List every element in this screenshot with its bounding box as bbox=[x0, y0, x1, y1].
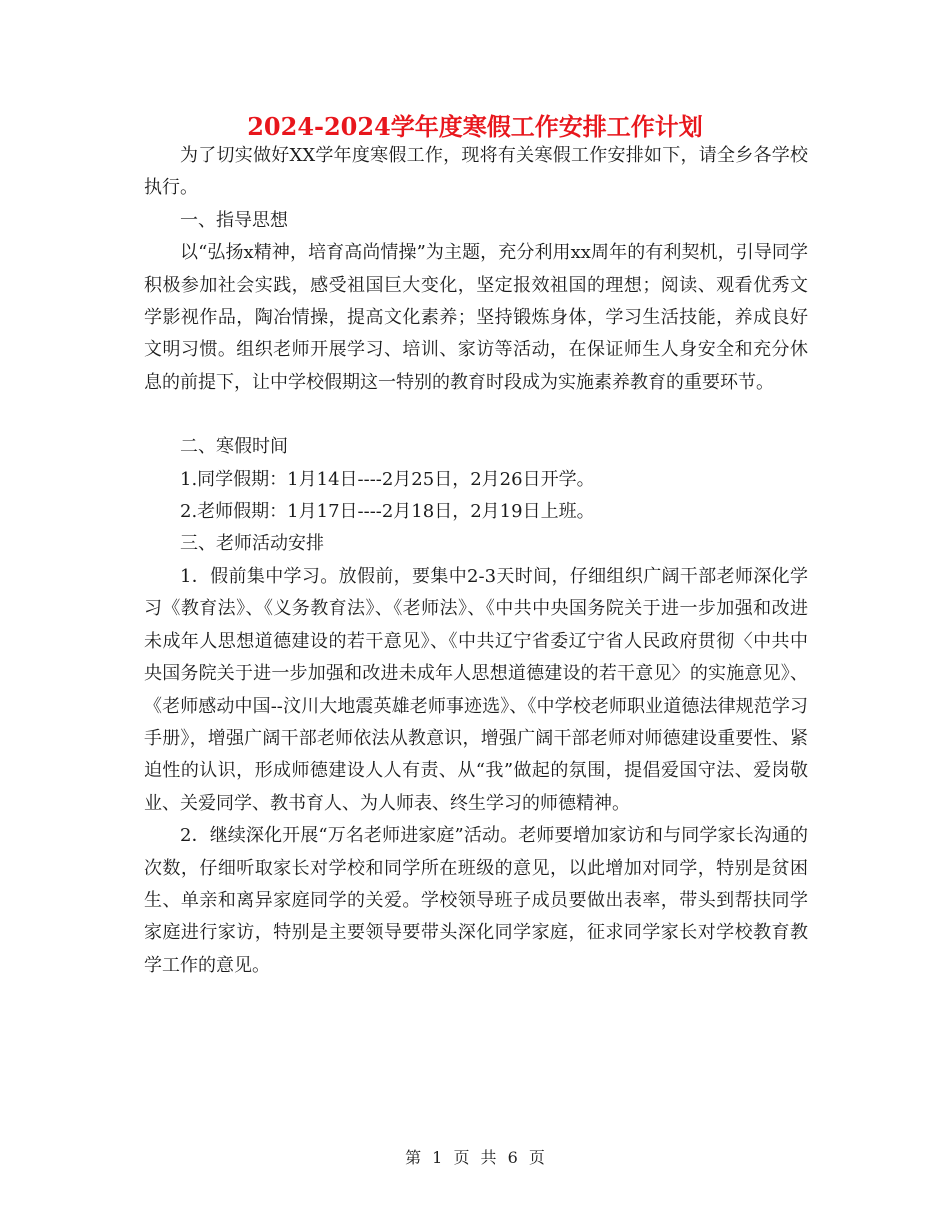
teacher-activity-item-1: 1．假前集中学习。放假前，要集中2-3天时间，仔细组织广阔干部老师深化学习《教育法》、《义务教育法》、《老师法》、《中共中央国务院关于进一步加强和改进未成年人思想道德建设的若干意见》、《中共辽宁省委辽宁省人民政府贯彻〈中共中央国务院关于进一步加强和改进未成年人思想道德建设的若干意见〉的实施意见》、《老师感动中国--汶川大地震英雄老师事迹选》、《中学校老师职业道德法律规范学习手册》，增强广阔干部老师依法从教意识，增强广阔干部老师对师德建设重要性、紧迫性的认识，形成师德建设人人有责、从“我”做起的氛围，提倡爱国守法、爱岗敬业、关爱同学、教书育人、为人师表、终生学习的师德精神。 bbox=[144, 565, 808, 814]
teacher-activity-item-2: 2．继续深化开展“万名老师进家庭”活动。老师要增加家访和与同学家长沟通的次数，仔细听取家长对学校和同学所在班级的意见，以此增加对同学，特别是贫困生、单亲和离异家庭同学的关爱。学校领导班子成员要做出表率，带头到帮扶同学家庭进行家访，特别是主要领导要带头深化同学家庭，征求同学家长对学校教育教学工作的意见。 bbox=[144, 825, 808, 976]
document-title: 2024-2024学年度寒假工作安排工作计划 bbox=[247, 112, 703, 141]
page-footer: 第 1 页 共 6 页 bbox=[405, 1148, 545, 1167]
teacher-holiday-line: 2.老师假期：1月17日----2月18日，2月19日上班。 bbox=[180, 501, 595, 523]
section-heading-teacher-activities: 三、老师活动安排 bbox=[180, 533, 324, 555]
guiding-ideology-paragraph: 以“弘扬x精神，培育高尚情操”为主题，充分利用xx周年的有利契机，引导同学积极参加社会实践，感受祖国巨大变化，坚定报效祖国的理想；阅读、观看优秀文学影视作品，陶冶情操，提高文化素养；坚持锻炼身体，学习生活技能，养成良好文明习惯。组织老师开展学习、培训、家访等活动，在保证师生人身安全和充分休息的前提下，让中学校假期这一特别的教育时段成为实施素养教育的重要环节。 bbox=[144, 242, 808, 393]
document-body bbox=[144, 140, 808, 982]
section-heading-guiding-ideology: 一、指导思想 bbox=[180, 209, 288, 231]
student-holiday-line: 1.同学假期：1月14日----2月25日，2月26日开学。 bbox=[180, 468, 595, 490]
paragraph-gap bbox=[144, 399, 808, 431]
section-heading-winter-break-time: 二、寒假时间 bbox=[180, 436, 288, 458]
intro-paragraph: 为了切实做好XX学年度寒假工作，现将有关寒假工作安排如下，请全乡各学校执行。 bbox=[144, 145, 808, 199]
